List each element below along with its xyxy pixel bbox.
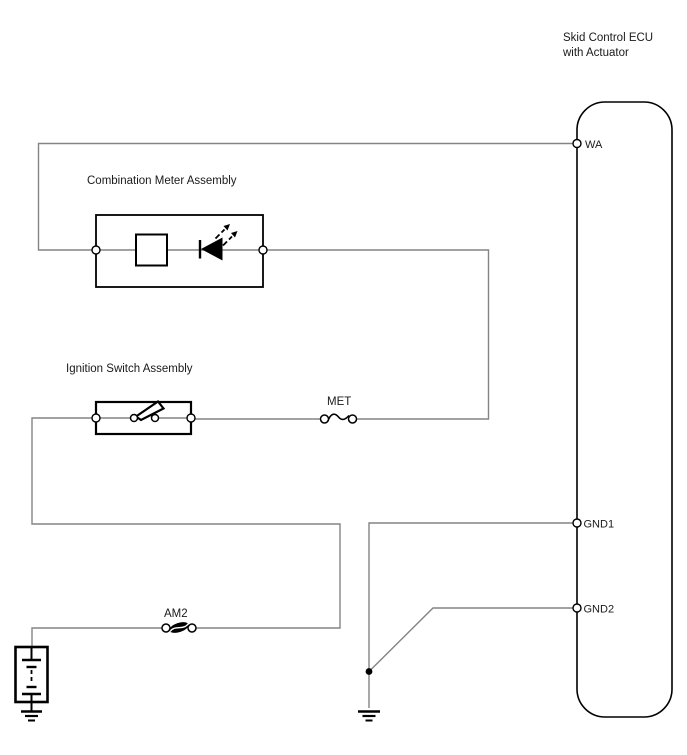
- fuse-met: [321, 396, 357, 423]
- combination-meter-box: [96, 215, 263, 287]
- fuse-am2-label: AM2: [164, 608, 188, 620]
- fuse-met-label: MET: [327, 396, 352, 408]
- battery-ground-icon: [21, 702, 42, 721]
- fuse-am2: [162, 608, 196, 635]
- skid-control-ecu: [562, 32, 672, 717]
- wire-meter-to-met: [263, 250, 489, 419]
- wire-am2-to-battery: [32, 628, 162, 647]
- switch-blade-icon: [136, 402, 164, 421]
- wire-switch-to-am2: [32, 418, 340, 628]
- combination-meter-label: Combination Meter Assembly: [87, 175, 237, 187]
- ignition-switch-assembly: [66, 363, 195, 434]
- ecu-terminal-gnd2-label: GND2: [583, 603, 615, 616]
- ecu-box: [577, 102, 672, 717]
- wire-wa: [39, 144, 578, 251]
- ecu-terminal-gnd2: [573, 604, 581, 612]
- meter-terminal-right: [259, 246, 267, 254]
- wire-gnd2: [369, 608, 577, 672]
- battery-icon: [16, 647, 48, 721]
- ecu-label-line1: Skid Control ECU: [563, 32, 654, 44]
- fuse-am2-contact-left: [162, 624, 170, 632]
- ecu-terminal-gnd1: [573, 519, 581, 527]
- switch-contact-right: [152, 415, 159, 422]
- wire-gnd1: [369, 523, 577, 708]
- ecu-label-line2: with Actuator: [563, 47, 629, 59]
- ignition-switch-label: Ignition Switch Assembly: [66, 363, 193, 375]
- combination-meter-assembly: [87, 175, 267, 287]
- fuse-am2-contact-right: [188, 624, 196, 632]
- fuse-met-icon: [328, 414, 349, 420]
- meter-module-square: [136, 235, 167, 266]
- ground-junction-dot: [366, 668, 373, 675]
- warning-lamp-led-icon: [200, 224, 238, 261]
- fuse-met-contact-left: [321, 415, 329, 423]
- fuse-met-contact-right: [349, 415, 357, 423]
- switch-terminal-left: [92, 414, 100, 422]
- wires: [32, 144, 577, 709]
- ecu-terminal-wa: [573, 140, 581, 148]
- ecu-terminal-wa-label: WA: [585, 139, 603, 151]
- switch-terminal-right: [187, 414, 195, 422]
- chassis-ground-icon: [358, 712, 380, 721]
- meter-terminal-left: [92, 246, 100, 254]
- switch-contact-left: [131, 415, 138, 422]
- ecu-terminal-gnd1-label: GND1: [583, 518, 615, 531]
